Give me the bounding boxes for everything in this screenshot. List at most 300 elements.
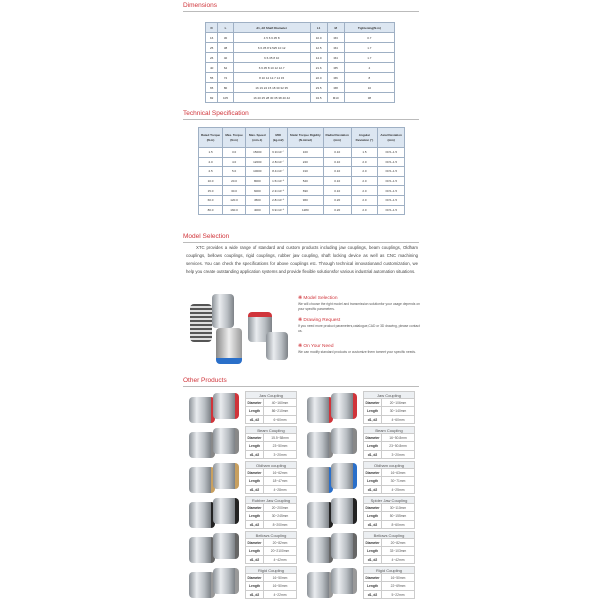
spec-row xyxy=(363,416,415,424)
column-header: Rated Torque (N.m) xyxy=(199,128,223,148)
table-header-row xyxy=(206,23,395,33)
spec-label: Length xyxy=(246,442,264,449)
column-header: Axial Deviation (mm) xyxy=(378,128,405,148)
section-title-dimensions: Dimensions xyxy=(183,2,419,12)
product-image[interactable] xyxy=(305,531,361,565)
table-cell: 8 10 12 12.7 14 15 xyxy=(233,73,310,83)
spec-value: 30~110mm xyxy=(389,506,407,510)
spec-value: 15.5~58mm xyxy=(271,436,289,440)
spec-row xyxy=(245,477,297,485)
table-cell: 8 xyxy=(344,73,394,83)
spec-row xyxy=(363,547,415,555)
column-header: d1, d2 Shaft Diameter xyxy=(233,23,310,33)
table-cell: 5.0 xyxy=(223,167,246,177)
table-cell: 10.0 xyxy=(199,176,223,186)
table-cell: 4 5 6 6.35 8 xyxy=(233,33,310,43)
spec-label: Diameter xyxy=(364,399,382,406)
bullet-text: We can modify standard products or customize them tomeet your specific needs. xyxy=(298,350,416,354)
table-cell: 12.5 xyxy=(310,43,327,53)
bullet-title: ❋ On Your Need xyxy=(298,344,334,349)
table-row xyxy=(206,93,395,103)
spec-label: Length xyxy=(246,407,264,414)
spec-value: 16~50.8mm xyxy=(389,436,407,440)
spec-value: 23~50.8mm xyxy=(389,444,407,449)
spec-label: d1, d2 xyxy=(364,591,382,598)
coupling-shape xyxy=(189,397,215,423)
coupling-shape xyxy=(331,428,357,454)
product-card[interactable] xyxy=(185,496,301,530)
spec-label: Diameter xyxy=(246,399,264,406)
table-cell: 60.0 xyxy=(199,195,223,205)
spec-row xyxy=(245,486,297,494)
table-cell: 4000 xyxy=(246,205,270,215)
spec-label: Length xyxy=(364,477,382,484)
product-image[interactable] xyxy=(305,461,361,495)
table-cell: 690 xyxy=(287,186,323,196)
spec-row xyxy=(363,451,415,459)
table-cell: 160.0 xyxy=(223,205,246,215)
product-spec-table xyxy=(245,461,297,494)
table-row xyxy=(199,205,405,215)
spec-value: 8~200mm xyxy=(272,522,288,527)
product-spec-table xyxy=(363,566,415,599)
product-image[interactable] xyxy=(187,496,243,530)
spec-value: 20~82mm xyxy=(272,541,288,545)
table-cell: M3 xyxy=(327,33,344,43)
table-cell: 0.10 xyxy=(323,157,351,167)
spec-row xyxy=(245,469,297,477)
table-cell: ±0.5~1.5 xyxy=(378,195,405,205)
product-card[interactable] xyxy=(185,426,301,460)
product-image[interactable] xyxy=(187,391,243,425)
product-card[interactable] xyxy=(303,496,419,530)
spec-label: Length xyxy=(246,512,264,519)
spec-label: Diameter xyxy=(246,434,264,441)
product-name[interactable]: Jaw Coupling xyxy=(363,391,415,399)
coupling-shape xyxy=(189,432,215,458)
spec-value: 50~155mm xyxy=(389,514,407,519)
bullet-text: We will choose the right model and transmission solutionfor your usage depends on your specific parameters. xyxy=(298,302,420,311)
spec-value: 16~50mm xyxy=(272,576,288,580)
spec-row xyxy=(245,407,297,415)
table-cell: 8000 xyxy=(246,176,270,186)
product-name[interactable]: Bellows Coupling xyxy=(363,531,415,539)
table-cell: ±0.5~1.5 xyxy=(378,176,405,186)
table-cell: 80.0 xyxy=(199,205,223,215)
spec-row xyxy=(363,504,415,512)
table-cell: 2.5 xyxy=(199,167,223,177)
spec-label: Length xyxy=(246,477,264,484)
product-name[interactable]: Beam Coupling xyxy=(363,426,415,434)
table-cell: 0.10 xyxy=(323,176,351,186)
product-name[interactable]: Oldham coupling xyxy=(363,461,415,469)
coupling-shape xyxy=(331,498,357,524)
table-row xyxy=(199,195,405,205)
coupling-shape xyxy=(189,537,215,563)
table-cell: 25 xyxy=(206,43,218,53)
spec-row xyxy=(245,399,297,407)
spec-label: Diameter xyxy=(364,469,382,476)
coupling-shape xyxy=(213,498,239,524)
table-cell: 6 6.35 8 9.525 10 12 xyxy=(233,43,310,53)
product-name[interactable]: Spider Jaw Coupling xyxy=(363,496,415,504)
spec-row xyxy=(363,442,415,450)
table-cell: 2.0 xyxy=(351,167,378,177)
coupling-shape xyxy=(213,533,239,559)
table-cell: 22.0 xyxy=(310,73,327,83)
table-row xyxy=(199,186,405,196)
product-name[interactable]: Rubber Jaw Coupling xyxy=(245,496,297,504)
coupling-shape xyxy=(331,463,357,489)
spec-label: d1, d2 xyxy=(364,451,382,458)
product-card[interactable] xyxy=(303,566,419,600)
table-header-row xyxy=(199,128,405,148)
spec-value: 6~60mm xyxy=(273,417,287,422)
coupling-shape xyxy=(307,572,333,598)
spec-row xyxy=(245,416,297,424)
spec-value: 4~25mm xyxy=(391,487,405,492)
table-cell: 6 6.35 8 10 12 12.7 xyxy=(233,63,310,73)
table-cell: 40 xyxy=(206,63,218,73)
coupling-shape xyxy=(307,502,333,528)
table-cell: 1.5×10⁻⁶ xyxy=(269,176,287,186)
spec-label: Length xyxy=(364,512,382,519)
column-header: MOI (kg.m2) xyxy=(269,128,287,148)
model-bullet xyxy=(298,296,420,312)
spec-label: Diameter xyxy=(364,434,382,441)
coupling-shape xyxy=(307,537,333,563)
column-header: M xyxy=(327,23,344,33)
product-name[interactable]: Oldham coupling xyxy=(245,461,297,469)
column-header: Tightening(N.m) xyxy=(344,23,394,33)
spec-row xyxy=(245,547,297,555)
spec-row xyxy=(245,521,297,529)
table-cell: 20.0 xyxy=(223,176,246,186)
spec-row xyxy=(245,591,297,599)
section-title-technical-specification: Technical Specification xyxy=(183,110,419,120)
spec-value: 20~82mm xyxy=(390,541,406,545)
spec-row xyxy=(363,512,415,520)
spec-value: 3~20mm xyxy=(391,452,405,457)
table-cell: 38 xyxy=(344,93,394,103)
coupling-shape xyxy=(213,463,239,489)
spec-row xyxy=(245,539,297,547)
product-image[interactable] xyxy=(187,566,243,600)
bullet-title: ❋ Drawing Request xyxy=(298,318,341,323)
spec-row xyxy=(363,582,415,590)
column-header: L xyxy=(218,23,234,33)
spec-label: d1, d2 xyxy=(246,416,264,423)
spec-label: Diameter xyxy=(364,504,382,511)
table-cell: ±0.5~1.5 xyxy=(378,157,405,167)
spec-label: Length xyxy=(364,547,382,554)
table-cell: 4.0 xyxy=(223,157,246,167)
spec-value: 4~60mm xyxy=(391,417,405,422)
spec-row xyxy=(363,574,415,582)
spec-row xyxy=(245,434,297,442)
table-cell: 15.0 xyxy=(199,186,223,196)
table-cell: 0.10 xyxy=(323,148,351,158)
product-spec-table xyxy=(363,531,415,564)
coupling-shape xyxy=(213,428,239,454)
spec-row xyxy=(363,539,415,547)
table-cell: 16 20 25 28 30 35 38 40 42 xyxy=(233,93,310,103)
table-cell: 1.7 xyxy=(344,53,394,63)
coupling-shape xyxy=(307,467,333,493)
table-cell: 30 xyxy=(218,33,234,43)
table-cell: M10 xyxy=(327,93,344,103)
table-cell: 1.5 xyxy=(199,148,223,158)
spec-value: 30~140mm xyxy=(389,409,407,414)
table-cell: 21.6 xyxy=(310,63,327,73)
spec-value: 23~50mm xyxy=(272,444,288,449)
table-cell: 2.0 xyxy=(351,176,378,186)
product-spec-table xyxy=(363,391,415,424)
product-card[interactable] xyxy=(185,391,301,425)
spec-value: 8~60mm xyxy=(391,522,405,527)
section-title-other-products: Other Products xyxy=(183,377,419,387)
spec-row xyxy=(363,399,415,407)
column-header: Radial Deviation (mm) xyxy=(323,128,351,148)
table-cell: 12000 xyxy=(246,157,270,167)
section-title-model-selection: Model Selection xyxy=(183,233,419,243)
table-cell: 0.7 xyxy=(344,33,394,43)
table-cell: 100 xyxy=(287,148,323,158)
spec-value: 86~210mm xyxy=(271,409,289,414)
table-row xyxy=(199,167,405,177)
coupling-shape xyxy=(331,393,357,419)
product-image[interactable] xyxy=(305,391,361,425)
table-cell: 2.0 xyxy=(199,157,223,167)
spec-value: 5~22mm xyxy=(391,592,405,597)
product-spec-table xyxy=(245,391,297,424)
table-cell: 15000 xyxy=(246,148,270,158)
table-cell: 16 xyxy=(206,33,218,43)
spec-value: 16~50mm xyxy=(390,576,406,580)
table-cell: M8 xyxy=(327,83,344,93)
table-row xyxy=(206,43,395,53)
column-header: Max. Speed (min-1) xyxy=(246,128,270,148)
table-cell: 2.0 xyxy=(351,157,378,167)
coupling-shape xyxy=(189,572,215,598)
coupling-shape xyxy=(213,568,239,594)
spec-row xyxy=(363,486,415,494)
spec-label: Diameter xyxy=(246,539,264,546)
spec-label: d1, d2 xyxy=(364,556,382,563)
spec-row xyxy=(245,512,297,520)
product-name[interactable]: Rigid Coupling xyxy=(363,566,415,574)
spec-label: Length xyxy=(364,442,382,449)
table-cell: 220 xyxy=(287,157,323,167)
product-image[interactable] xyxy=(187,461,243,495)
spec-label: d1, d2 xyxy=(246,521,264,528)
table-cell: 2.8×10⁻⁶ xyxy=(269,195,287,205)
table-cell: ±0.5~1.5 xyxy=(378,186,405,196)
table-cell: 72 xyxy=(218,73,234,83)
table-cell: 1.5 xyxy=(351,148,378,158)
spec-row xyxy=(245,582,297,590)
spec-row xyxy=(363,469,415,477)
spec-label: d1, d2 xyxy=(364,486,382,493)
model-selection-paragraph: XTC provides a wide range of standard and custom products including jaw couplings, beam couplings, Oldham couplings, bellows couplings, rigid couplings, rubber jaw coupling, shaft locking device as well as CNC machining services. You can check the specifications for above couplings etc. Through technical innovationand customization, we help you create outstanding application systems and provide flexible solutionsfor various industrial automation situations. xyxy=(186,245,418,274)
column-header: Angular Deviation (°) xyxy=(351,128,378,148)
product-spec-table xyxy=(245,496,297,529)
product-name[interactable]: Bellows Coupling xyxy=(245,531,297,539)
product-spec-table xyxy=(363,426,415,459)
spec-row xyxy=(245,556,297,564)
table-cell: 105 xyxy=(218,93,234,103)
product-card[interactable] xyxy=(303,426,419,460)
spec-row xyxy=(363,591,415,599)
technical-specification-table xyxy=(198,127,405,215)
product-card[interactable] xyxy=(303,531,419,565)
spec-value: 22~69mm xyxy=(390,584,406,589)
table-cell: 2.0 xyxy=(351,195,378,205)
spec-value: 16~63mm xyxy=(390,471,406,475)
spec-row xyxy=(363,477,415,485)
spec-label: d1, d2 xyxy=(246,451,264,458)
table-cell: 4 xyxy=(344,63,394,73)
table-cell: 120.0 xyxy=(223,195,246,205)
spec-value: 20~106mm xyxy=(389,401,407,405)
coupling-shape xyxy=(331,568,357,594)
spec-value: 4~42mm xyxy=(391,557,405,562)
column-header: Max. Torque (N.m) xyxy=(223,128,246,148)
spec-label: Diameter xyxy=(246,574,264,581)
product-spec-table xyxy=(363,496,415,529)
table-row xyxy=(206,53,395,63)
spec-value: 30~245mm xyxy=(271,514,289,519)
product-card[interactable] xyxy=(303,391,419,425)
spec-value: 4~42mm xyxy=(273,557,287,562)
table-cell: 16 19 24 15 18 30 32 35 xyxy=(233,83,310,93)
table-row xyxy=(199,157,405,167)
spec-label: Diameter xyxy=(364,539,382,546)
coupling-shape xyxy=(307,432,333,458)
table-cell: 6 6.35 8 10 xyxy=(233,53,310,63)
table-row xyxy=(206,73,395,83)
table-cell: 4500 xyxy=(246,195,270,205)
table-cell: 55 xyxy=(206,73,218,83)
coupling-shape xyxy=(307,397,333,423)
spec-row xyxy=(363,521,415,529)
table-cell: 2.8×10⁻⁷ xyxy=(269,157,287,167)
product-name[interactable]: Jaw Coupling xyxy=(245,391,297,399)
table-cell: 1.7 xyxy=(344,43,394,53)
product-card[interactable] xyxy=(185,566,301,600)
product-card[interactable] xyxy=(185,461,301,495)
coupling-shape xyxy=(331,533,357,559)
table-cell: 34.5 xyxy=(310,93,327,103)
product-name[interactable]: Rigid Coupling xyxy=(245,566,297,574)
table-cell: 40 xyxy=(218,53,234,63)
dimensions-table xyxy=(205,22,395,103)
coupling-shape xyxy=(189,502,215,528)
table-cell: 2.0 xyxy=(351,205,378,215)
table-row xyxy=(199,148,405,158)
spec-label: d1, d2 xyxy=(246,591,264,598)
table-cell: 30.0 xyxy=(223,186,246,196)
product-image[interactable] xyxy=(187,426,243,460)
product-image[interactable] xyxy=(305,566,361,600)
table-cell: ±0.5~1.5 xyxy=(378,205,405,215)
spec-label: d1, d2 xyxy=(364,521,382,528)
spec-label: d1, d2 xyxy=(246,556,264,563)
spec-value: 20~2100mm xyxy=(270,549,290,554)
table-cell: 23.5 xyxy=(310,83,327,93)
product-image[interactable] xyxy=(187,531,243,565)
table-cell: 0.10 xyxy=(323,167,351,177)
coupling-shape xyxy=(189,467,215,493)
spec-value: 3~20mm xyxy=(273,452,287,457)
table-cell: 0.20 xyxy=(323,205,351,215)
spec-value: 18~47mm xyxy=(272,479,288,484)
spec-label: d1, d2 xyxy=(364,416,382,423)
table-cell: 960 xyxy=(287,195,323,205)
table-cell: 38 xyxy=(218,43,234,53)
table-cell: 2.3×10⁻⁶ xyxy=(269,186,287,196)
spec-label: Diameter xyxy=(364,574,382,581)
product-image[interactable] xyxy=(305,426,361,460)
product-spec-table xyxy=(245,566,297,599)
table-cell: 65 xyxy=(206,83,218,93)
spec-row xyxy=(245,442,297,450)
table-cell: M5 xyxy=(327,63,344,73)
table-cell: 10.0 xyxy=(310,33,327,43)
spec-label: Length xyxy=(246,547,264,554)
table-cell: 14.0 xyxy=(310,53,327,63)
table-cell: 80 xyxy=(218,83,234,93)
table-row xyxy=(206,63,395,73)
model-bullet xyxy=(298,318,420,334)
product-spec-table xyxy=(245,426,297,459)
spec-value: 4~28mm xyxy=(273,487,287,492)
column-header: Static Torque Rigidity (N.m/rad) xyxy=(287,128,323,148)
spec-row xyxy=(363,407,415,415)
spec-value: 30~71mm xyxy=(390,479,406,484)
coupling-shape xyxy=(213,393,239,419)
couplings-photo xyxy=(186,292,294,372)
table-cell: 1280 xyxy=(287,205,323,215)
table-cell: ±0.5~1.5 xyxy=(378,148,405,158)
bullet-title: ❋ Model Selection xyxy=(298,296,338,301)
spec-label: Length xyxy=(246,582,264,589)
spec-value: 16~62mm xyxy=(272,471,288,475)
spec-value: 40~160mm xyxy=(271,401,289,405)
spec-value: 16~50mm xyxy=(272,584,288,589)
spec-label: Diameter xyxy=(246,469,264,476)
table-row xyxy=(206,83,395,93)
table-cell: 62 xyxy=(218,63,234,73)
bullet-text: If you need more product parameters,catalogue,CAD or 3D drawing, please contact us. xyxy=(298,324,420,333)
table-row xyxy=(206,33,395,43)
table-cell: M4 xyxy=(327,53,344,63)
model-bullet xyxy=(298,344,420,355)
product-card[interactable] xyxy=(303,461,419,495)
spec-label: Diameter xyxy=(246,504,264,511)
column-header: D xyxy=(206,23,218,33)
table-cell: 6000 xyxy=(246,186,270,196)
table-cell: M6 xyxy=(327,73,344,83)
product-image[interactable] xyxy=(305,496,361,530)
product-name[interactable]: Beam Coupling xyxy=(245,426,297,434)
spec-value: 4~22mm xyxy=(273,592,287,597)
table-cell: 8.4×10⁻⁷ xyxy=(269,167,287,177)
table-row xyxy=(199,176,405,186)
product-card[interactable] xyxy=(185,531,301,565)
table-cell: 3.0 xyxy=(223,148,246,158)
spec-value: 20~200mm xyxy=(271,506,289,510)
